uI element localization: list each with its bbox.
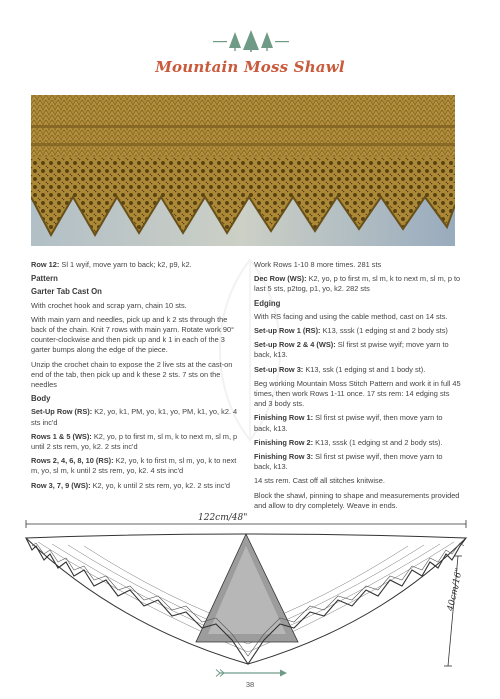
setup-row-2-4-instruction: Set-up Row 2 & 4 (WS): Sl first st pwise wyif; move yarn to back, k13. [254, 340, 449, 360]
left-text-column [31, 260, 239, 495]
blocking-paragraph: Block the shawl, pinning to shape and measurements provided and allow to dry completely. Weave in ends. [254, 490, 460, 510]
rows-1-5-instruction: Rows 1 & 5 (WS): K2, yo, p to first m, sl m, k to next m, sl m, p until 2 sts rem, yo, k2. 2 sts inc'd [31, 431, 238, 452]
pick-up-paragraph: With main yarn and needles, pick up and k 2 sts through the back of the chain. Knit 7 rows with main yarn. Rotate work 90° counter-clockwise and then pick up and k 1 in each of the 3 garter bumps along the edge of the piece. [31, 314, 235, 355]
repeat-rows-paragraph: Work Rows 1-10 8 more times. 281 sts [254, 260, 382, 269]
shawl-photo [31, 95, 455, 246]
dec-row-instruction: Dec Row (WS): K2, yo, p to first m, sl m, k to next m, sl m, p to last 5 sts, p2tog, p1, yo, k2. 282 sts [254, 274, 461, 294]
garter-tab-heading: Garter Tab Cast On [31, 287, 102, 297]
pine-trees-icon [213, 30, 289, 52]
setup-row-3-instruction: Set-up Row 3: K13, ssk (1 edging st and 1 body st). [254, 364, 426, 374]
pattern-heading: Pattern [31, 274, 58, 284]
setup-row-instruction: Set-Up Row (RS): K2, yo, k1, PM, yo, k1, yo, PM, k1, yo, k2. 4 sts inc'd [31, 407, 238, 427]
right-text-column [254, 260, 462, 515]
finishing-row-3-instruction: Finishing Row 3: Sl first st pwise wyif, then move yarn to back, k13. [254, 452, 443, 472]
moss-stitch-paragraph: Beg working Mountain Moss Stitch Pattern and work it in full 45 times, then work Rows 1-11 once. 17 sts rem: 14 edging sts and 3 body sts. [254, 378, 461, 409]
shawl-schematic-diagram [18, 516, 473, 672]
height-dimension-label: 40cm/16" [446, 567, 465, 613]
row-12-instruction: Row 12: Sl 1 wyif, move yarn to back; k2, p9, k2. [31, 260, 192, 269]
edging-cast-on-paragraph: With RS facing and using the cable method, cast on 14 sts. [254, 311, 448, 321]
rows-even-instruction: Rows 2, 4, 6, 8, 10 (RS): K2, yo, k to first m, sl m, yo, k to next m, yo, sl m, k until 2 sts rem, yo, k2. 4 sts inc'd [31, 456, 237, 476]
cast-off-paragraph: 14 sts rem. Cast off all stitches knitwise. [254, 476, 385, 486]
rows-3-7-9-instruction: Row 3, 7, 9 (WS): K2, yo, k until 2 sts rem, yo, k2. 2 sts inc'd [31, 480, 230, 490]
width-dimension-label: 122cm/48" [198, 513, 248, 523]
unzip-paragraph: Unzip the crochet chain to expose the 2 live sts at the cast-on end of the tab, then pick up and k these 2 sts. 7 sts on the needles [31, 359, 233, 390]
body-heading: Body [31, 394, 51, 404]
finishing-row-1-instruction: Finishing Row 1: Sl first st pwise wyif, then move yarn to back, k13. [254, 413, 443, 433]
arrow-divider-icon [214, 668, 288, 678]
finishing-row-2-instruction: Finishing Row 2: K13, sssk (1 edging st and 2 body sts). [254, 437, 443, 447]
page-number: 38 [245, 680, 255, 689]
cast-on-paragraph: With crochet hook and scrap yarn, chain 10 sts. [31, 300, 187, 310]
setup-row-1-instruction: Set-up Row 1 (RS): K13, sssk (1 edging st and 2 body sts) [254, 326, 448, 336]
edging-heading: Edging [254, 298, 281, 308]
page-title: Mountain Moss Shawl [155, 58, 345, 76]
